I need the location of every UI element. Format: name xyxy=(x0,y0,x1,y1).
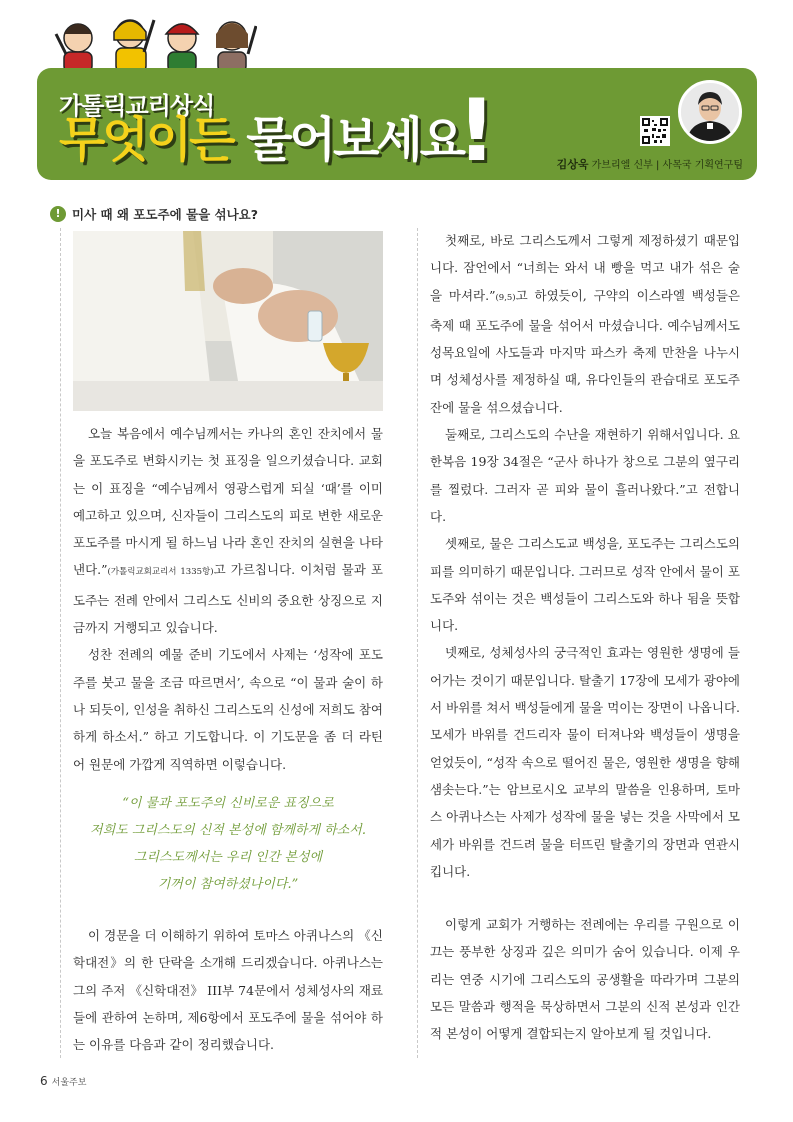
prayer-quote xyxy=(73,790,383,898)
paragraph-6: 셋째로, 물은 그리스도교 백성을, 포도주는 그리스도의 피를 의미하기 때문입니다. 그러므로 성작 안에서 물이 포도주와 섞이는 것은 백성들이 그리스도와 하나 됨을 뜻합니다. xyxy=(430,536,740,634)
right-column xyxy=(430,227,740,1048)
center-column-divider xyxy=(417,228,418,1058)
catechism-reference: (가톨릭교회교리서 1335항) xyxy=(107,567,214,578)
page-title xyxy=(59,112,464,168)
author-role: 가브리엘 신부 xyxy=(591,160,653,171)
paragraph-3: 이 경문을 더 이해하기 위하여 토마스 아퀴나스의 《신학대전》의 한 단락을 소개해 드리겠습니다. 아퀴나스는 그의 주저 《신학대전》 III부 74문에서 성체성사의 재료들에 관하여 논하며, 제6항에서 포도주에 물을 섞어야 하는 이유를 다음과 같이 정리했습니다. xyxy=(73,928,383,1053)
quote-line: 기꺼이 참여하셨나이다.” xyxy=(157,877,299,892)
question-text: 미사 때 왜 포도주에 물을 섞나요? xyxy=(72,207,258,222)
left-column-bottom xyxy=(73,922,383,1058)
exclamation-mark: ! xyxy=(457,81,497,180)
left-column-top xyxy=(73,420,383,778)
title-part-1: 무엇이든 xyxy=(59,112,233,168)
quote-line: “이 물과 포도주의 신비로운 표징으로 xyxy=(122,796,334,811)
paragraph-1: 오늘 복음에서 예수님께서는 카나의 혼인 잔치에서 물을 포도주로 변화시키는 첫 표징을 일으키셨습니다. 교회는 이 표징을 “예수님께서 영광스럽게 되실 ‘때’를 이미 예고하고 있으며, 신자들이 그리스도의 피로 변한 새로운 포도주를 마시게 될 하느님 나라 혼인 잔치의 실현을 나타낸다.”(가톨릭교회교리서 1335항)고 가르칩니다. 이처럼 물과 포도주는 전례 안에서 그리스도 신비의 중요한 상징으로 지금까지 거행되고 있습니다. xyxy=(73,426,383,636)
header-banner xyxy=(37,68,757,180)
author-avatar xyxy=(678,80,742,144)
page-number: 6 xyxy=(40,1074,48,1088)
publication-name: 서울주보 xyxy=(51,1078,87,1088)
paragraph-2: 성찬 전례의 예물 준비 기도에서 사제는 ‘성작에 포도주를 붓고 물을 조금 따르면서’, 속으로 “이 물과 술이 하나 되듯이, 인성을 취하신 그리스도의 신성에 저희도 참여하게 하소서.” 하고 기도합니다. 이 기도문을 좀 더 라틴어 원문에 가깝게 직역하면 이렇습니다. xyxy=(73,647,383,772)
question-heading xyxy=(50,205,258,223)
paragraph-4: 첫째로, 바로 그리스도께서 그렇게 제정하셨기 때문입니다. 잠언에서 “너희는 와서 내 빵을 먹고 내가 섞은 술을 마셔라.”(9,5)고 하였듯이, 구약의 이스라엘 백성들은 축제 때 포도주에 물을 섞어서 마셨습니다. 예수님께서도 성목요일에 사도들과 마지막 파스카 축제 만찬을 나누시며 성체성사를 제정하실 때, 유다인들의 관습대로 포도주 잔에 물을 섞으셨습니다. xyxy=(430,233,740,415)
proverbs-reference: (9,5) xyxy=(495,292,516,303)
author-byline xyxy=(557,156,743,172)
cartoon-characters-illustration xyxy=(52,8,257,72)
series-kicker: 가톨릭교리상식 xyxy=(59,92,215,120)
author-name: 김상욱 xyxy=(556,158,589,171)
left-column-divider xyxy=(60,228,61,1058)
paragraph-5: 둘째로, 그리스도의 수난을 재현하기 위해서입니다. 요한복음 19장 34절은 “군사 하나가 창으로 그분의 옆구리를 찔렀다. 그러자 곧 피와 물이 흘러나왔다.”고 전합니다. xyxy=(430,427,740,524)
quote-line: 저희도 그리스도의 신적 본성에 함께하게 하소서. xyxy=(90,823,366,838)
paragraph-gap xyxy=(430,885,740,911)
title-part-2: 물어보세요 xyxy=(246,112,464,168)
author-department: 사목국 기획연구팀 xyxy=(662,160,743,171)
page-footer xyxy=(40,1074,86,1088)
qr-code-icon[interactable] xyxy=(640,116,670,146)
quote-line: 그리스도께서는 우리 인간 본성에 xyxy=(133,850,323,865)
exclamation-icon: ! xyxy=(50,206,66,222)
article-photo-chalice xyxy=(73,231,383,411)
paragraph-8: 이렇게 교회가 거행하는 전례에는 우리를 구원으로 이끄는 풍부한 상징과 깊은 의미가 숨어 있습니다. 이제 우리는 연중 시기에 그리스도의 공생활을 따라가며 그분의 모든 말씀과 행적을 묵상하면서 그분의 신적 본성과 인간적 본성이 어떻게 결합되는지 알아보게 될 것입니다. xyxy=(430,917,740,1042)
paragraph-7: 넷째로, 성체성사의 궁극적인 효과는 영원한 생명에 들어가는 것이기 때문입니다. 탈출기 17장에 모세가 광야에서 바위를 쳐서 백성들에게 물을 먹이는 장면이 나옵니다. 모세가 바위를 건드리자 물이 터져나와 백성들이 생명을 얻었듯이, “성작 속으로 떨어진 물은, 영원한 생명을 향해 샘솟는다.”는 암브로시오 교부의 말씀을 인용하며, 토마스 아퀴나스는 사제가 성작에 물을 넣는 것을 사막에서 모세가 바위를 건드려 물을 터뜨린 탈출기의 장면과 연관시킵니다. xyxy=(430,645,740,879)
byline-separator: | xyxy=(655,160,660,171)
